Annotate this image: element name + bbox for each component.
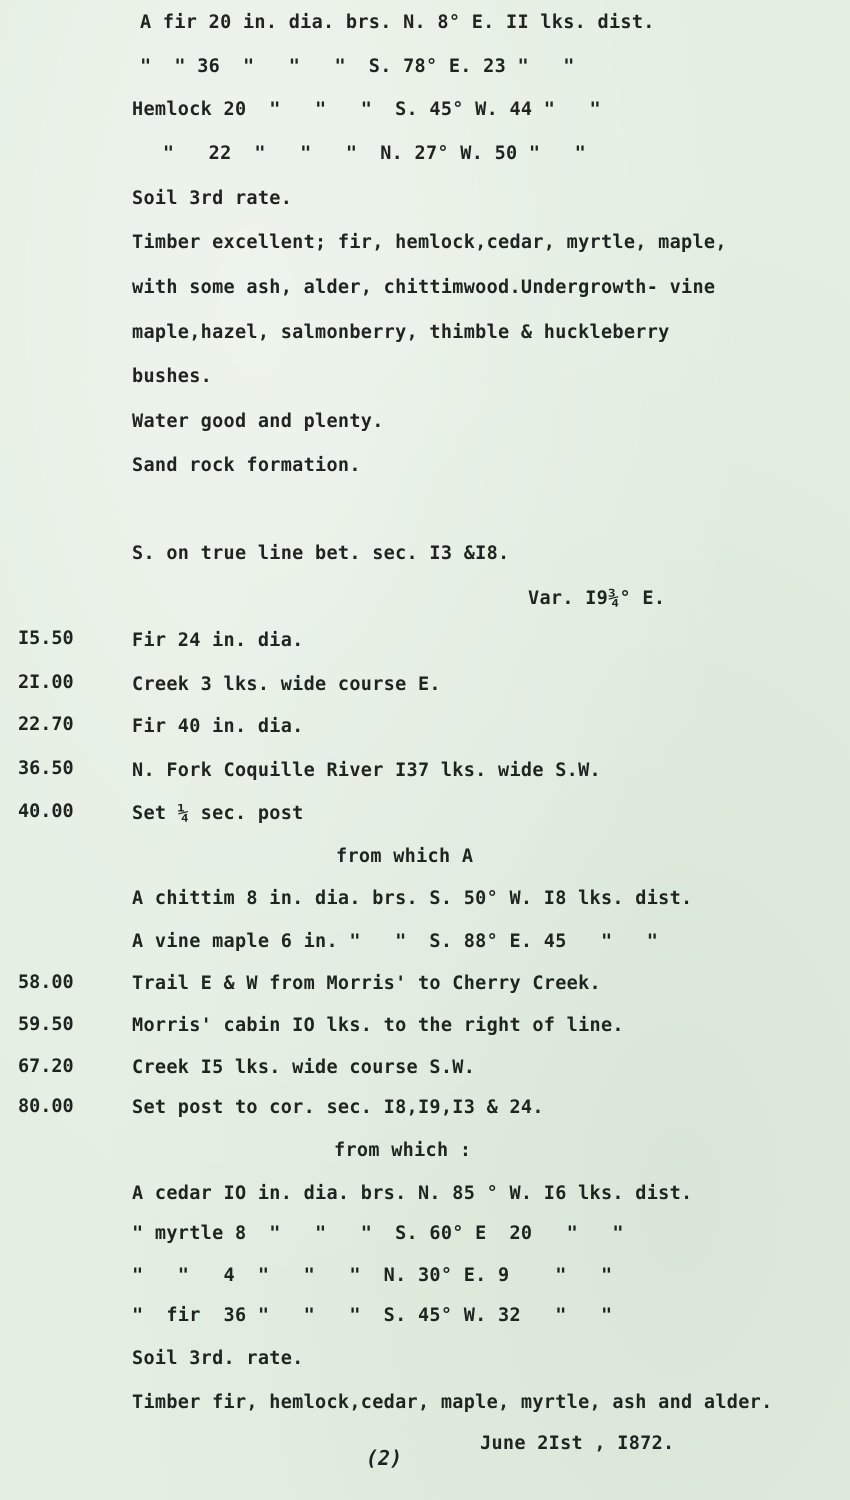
chain-distance: 58.00 <box>18 972 74 993</box>
date-line: June 2Ist , I872. <box>480 1433 675 1454</box>
bearing-tree-line: Hemlock 20 " " " S. 45° W. 44 " " <box>132 99 601 120</box>
chain-distance: 22.70 <box>18 714 74 735</box>
description-line: Timber fir, hemlock,cedar, maple, myrtle, ash and alder. <box>132 1392 773 1413</box>
entry-text: Set post to cor. sec. I8,I9,I3 & 24. <box>132 1097 544 1118</box>
chain-distance: 40.00 <box>18 801 74 822</box>
chain-distance: I5.50 <box>18 628 74 649</box>
description-line: Timber excellent; fir, hemlock,cedar, myrtle, maple, <box>132 232 727 253</box>
entry-text: Fir 24 in. dia. <box>132 630 304 651</box>
entry-text: N. Fork Coquille River I37 lks. wide S.W. <box>132 760 601 781</box>
bearing-tree-line: " myrtle 8 " " " S. 60° E 20 " " <box>132 1223 624 1244</box>
page-number: (2) <box>366 1446 403 1470</box>
entry-text: Set ¼ sec. post <box>132 803 304 824</box>
chain-distance: 36.50 <box>18 758 74 779</box>
description-line: Water good and plenty. <box>132 411 384 432</box>
bearing-tree-line: " fir 36 " " " S. 45° W. 32 " " <box>132 1305 613 1326</box>
description-line: Soil 3rd. rate. <box>132 1348 304 1369</box>
description-line: maple,hazel, salmonberry, thimble & huckleberry <box>132 322 670 343</box>
description-line: bushes. <box>132 366 213 387</box>
bearing-tree-line: A vine maple 6 in. " " S. 88° E. 45 " " <box>132 931 659 952</box>
variation: Var. I9¾° E. <box>528 588 666 609</box>
bearing-tree-line: " 22 " " " N. 27° W. 50 " " <box>140 143 587 164</box>
entry-text: Morris' cabin IO lks. to the right of line. <box>132 1015 624 1036</box>
chain-distance: 2I.00 <box>18 672 74 693</box>
bearing-tree-line: " " 36 " " " S. 78° E. 23 " " <box>140 56 575 77</box>
description-line: Soil 3rd rate. <box>132 188 293 209</box>
description-line: with some ash, alder, chittimwood.Undergrowth- vine <box>132 277 716 298</box>
bearing-tree-line: A chittim 8 in. dia. brs. S. 50° W. I8 lks. dist. <box>132 888 693 909</box>
bearing-tree-line: " " 4 " " " N. 30° E. 9 " " <box>132 1265 613 1286</box>
description-line: Sand rock formation. <box>132 455 361 476</box>
line-heading: S. on true line bet. sec. I3 &I8. <box>132 543 510 564</box>
chain-distance: 67.20 <box>18 1056 74 1077</box>
from-which-heading: from which : <box>334 1140 472 1161</box>
chain-distance: 80.00 <box>18 1096 74 1117</box>
chain-distance: 59.50 <box>18 1014 74 1035</box>
entry-text: Fir 40 in. dia. <box>132 716 304 737</box>
bearing-tree-line: A cedar IO in. dia. brs. N. 85 ° W. I6 lks. dist. <box>132 1183 693 1204</box>
entry-text: Creek 3 lks. wide course E. <box>132 674 441 695</box>
bearing-tree-line: A fir 20 in. dia. brs. N. 8° E. II lks. dist. <box>140 12 655 33</box>
from-which-heading: from which A <box>336 846 474 867</box>
entry-text: Trail E & W from Morris' to Cherry Creek. <box>132 973 601 994</box>
page-number-value: 2 <box>378 1446 391 1470</box>
entry-text: Creek I5 lks. wide course S.W. <box>132 1057 476 1078</box>
